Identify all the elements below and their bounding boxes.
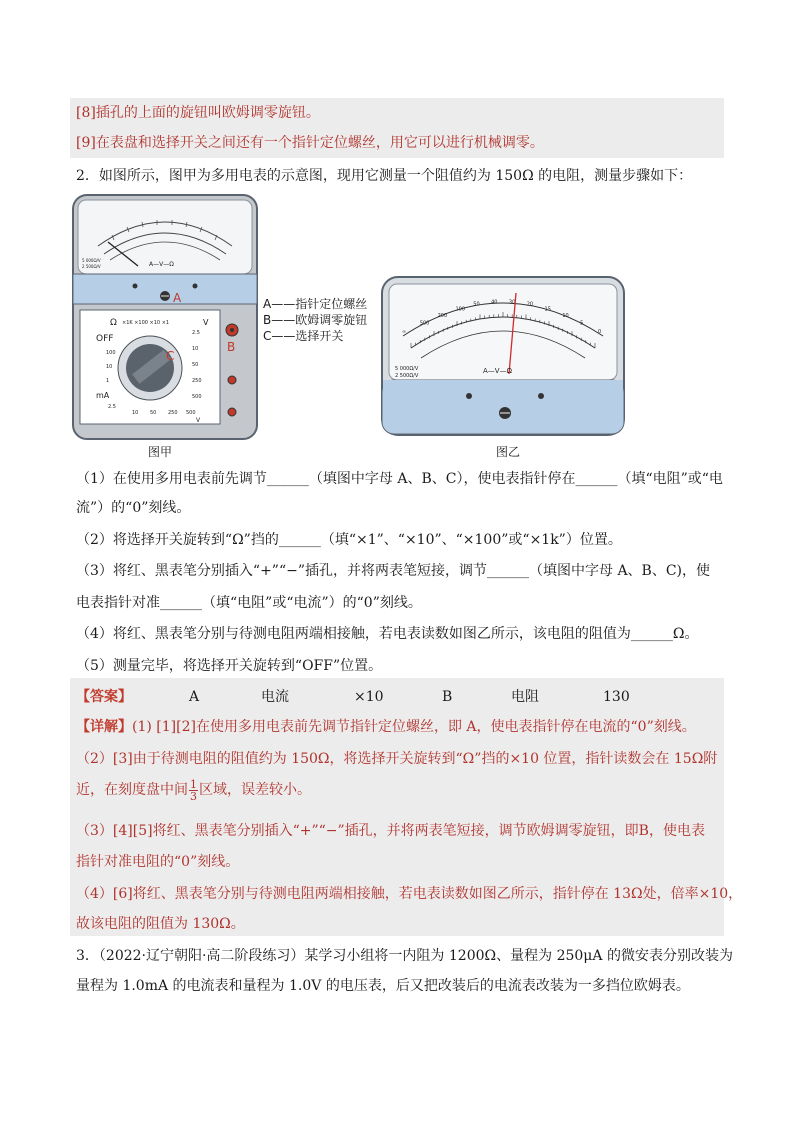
fig-a-right-tick-3: 250 bbox=[192, 378, 202, 384]
fig-a-v-label: V bbox=[203, 318, 209, 327]
fig-b-scale-label-10: 5 bbox=[580, 320, 584, 327]
explanation-line-9: [9]在表盘和选择开关之间还有一个指针定位螺丝，用它可以进行机械调零。 bbox=[76, 135, 544, 151]
question-2-step-5: （5）测量完毕，将选择开关旋转到“OFF”位置。 bbox=[76, 658, 383, 674]
fig-a-label-b: B bbox=[227, 340, 236, 354]
fig-b-scale-label-8: 15 bbox=[544, 306, 551, 313]
fig-a-ohm-label: Ω bbox=[110, 318, 117, 328]
question-2-step-3b: 电表指针对准______（填“电阻”或“电流”）的“0”刻线。 bbox=[76, 595, 422, 611]
explanation-line-8: [8]插孔的上面的旋钮叫欧姆调零旋钮。 bbox=[76, 105, 320, 121]
fig-b-scale-label-2: 200 bbox=[437, 312, 448, 319]
fig-a-spec-2: 2 500Ω/V bbox=[82, 264, 101, 269]
question-2-step-1b: 流”）的“0”刻线。 bbox=[76, 500, 191, 516]
fig-b-scale-label-1: 500 bbox=[419, 320, 430, 327]
answer-5: 电阻 bbox=[511, 689, 539, 705]
question-2-step-2: （2）将选择开关旋转到“Ω”挡的______（填“×1”、“×10”、“×100”或“×1k”）位置。 bbox=[76, 532, 622, 548]
legend-b: B——欧姆调零旋钮 bbox=[263, 313, 368, 327]
fig-b-scale-label-0: ∞ bbox=[402, 329, 407, 335]
question-2-step-3a: （3）将红、黑表笔分别插入“+”“−”插孔，并将两表笔短接，调节______（填图中字母 A、B、C)，使 bbox=[76, 563, 711, 579]
fig-a-right-tick-2: 50 bbox=[192, 362, 199, 368]
fig-b-spec-2: 2 500Ω/V bbox=[395, 373, 419, 379]
fig-a-v-bottom: V bbox=[196, 417, 201, 424]
fig-b-scale-label-11: 0 bbox=[598, 329, 602, 335]
question-3-line-1: 3．（2022·辽宁朝阳·高二阶段练习）某学习小组将一内阻为 1200Ω、量程为 250μA 的微安表分别改装为 bbox=[76, 948, 733, 964]
fig-a-bottom-tick-2: 250 bbox=[168, 410, 178, 416]
fig-a-left-tick-2: 1 bbox=[106, 378, 110, 384]
answer-6: 130 bbox=[603, 689, 630, 705]
detail-line-3a: （3）[4][5]将红、黑表笔分别插入“+”“−”插孔，并将两表笔短接，调节欧姆调零旋钮，即B，使电表 bbox=[76, 823, 705, 839]
fig-a-bottom-tick-3: 500 bbox=[186, 410, 196, 416]
fig-a-label-a: A bbox=[173, 291, 182, 305]
figure-a-multimeter bbox=[72, 194, 258, 440]
fig-a-left-tick-1: 10 bbox=[106, 364, 113, 370]
detail-line-4b: 故该电阻的阻值为 130Ω。 bbox=[76, 916, 245, 932]
fig-a-label-c: C bbox=[166, 349, 175, 363]
detail-label: 【详解】 bbox=[76, 719, 132, 735]
figure-b-meter-face bbox=[381, 276, 625, 436]
fig-a-ohm-ticks: ×1K ×100 ×10 ×1 bbox=[122, 320, 170, 326]
detail-line-1: 【详解】(1) [1][2]在使用多用电表前先调节指针定位螺丝，即 A，使电表指针停在电流的“0”刻线。 bbox=[76, 719, 696, 735]
figure-b-caption: 图乙 bbox=[496, 445, 521, 459]
question-2-step-4: （4）将红、黑表笔分别与待测电阻两端相接触，若电表读数如图乙所示，该电阻的阻值为______Ω。 bbox=[76, 626, 699, 642]
question-3-line-2: 量程为 1.0mA 的电流表和量程为 1.0V 的电压表，后又把改装后的电流表改装为一多挡位欧姆表。 bbox=[76, 978, 690, 994]
fig-a-left-tick-0: 100 bbox=[106, 350, 116, 356]
answer-4: B bbox=[442, 689, 453, 705]
fig-a-right-tick-4: 500 bbox=[192, 394, 202, 400]
answer-2: 电流 bbox=[261, 689, 289, 705]
fig-a-avo-label: A—V—Ω bbox=[149, 261, 174, 268]
fig-a-right-tick-0: 2.5 bbox=[192, 330, 200, 336]
answer-1: A bbox=[189, 689, 200, 705]
fig-b-scale-label-3: 100 bbox=[455, 306, 466, 313]
detail-line-4a: （4）[6]将红、黑表笔分别与待测电阻两端相接触，若电表读数如图乙所示，指针停在 13Ω处，倍率×10， bbox=[76, 886, 743, 902]
question-2-step-1a: （1）在使用多用电表前先调节______（填图中字母 A、B、C），使电表指针停在______（填“电阻”或“电 bbox=[76, 471, 723, 487]
fig-a-bottom-tick-0: 10 bbox=[132, 410, 139, 416]
answer-row bbox=[76, 687, 716, 707]
fig-a-off-label: OFF bbox=[96, 334, 114, 344]
fig-b-scale-label-4: 50 bbox=[473, 301, 480, 308]
fig-a-left-tick-3: 2.5 bbox=[108, 404, 116, 410]
fig-b-scale-label-7: 20 bbox=[526, 301, 534, 308]
legend-c: C——选择开关 bbox=[263, 329, 344, 343]
fraction-one-third: $\frac{1}{3}$ bbox=[190, 777, 197, 803]
fig-b-avo-label: A—V—Ω bbox=[483, 367, 512, 375]
answer-3: ×10 bbox=[354, 689, 384, 705]
detail-line-2b: 近，在刻度盘中间 $\frac{1}{3}$ 区域，误差较小。 bbox=[76, 777, 311, 803]
legend-a: A——指针定位螺丝 bbox=[263, 297, 368, 311]
fig-b-scale-label-6: 30 bbox=[508, 299, 516, 306]
fig-b-spec-1: 5 000Ω/V bbox=[395, 366, 419, 372]
fig-a-ma-label: mA bbox=[96, 391, 110, 400]
fig-a-right-tick-1: 10 bbox=[192, 346, 199, 352]
fig-a-spec-1: 5 000Ω/V bbox=[82, 258, 101, 263]
detail-line-3b: 指针对准电阻的“0”刻线。 bbox=[76, 854, 240, 870]
detail-line-2a: （2）[3]由于待测电阻的阻值约为 150Ω，将选择开关旋转到“Ω”挡的×10 位置，指针读数会在 15Ω附 bbox=[76, 751, 718, 767]
figure-a-caption: 图甲 bbox=[148, 445, 173, 459]
answer-label: 【答案】 bbox=[76, 689, 132, 705]
fig-b-scale-label-9: 10 bbox=[562, 312, 569, 319]
fig-a-bottom-tick-1: 50 bbox=[150, 410, 157, 416]
question-2-stem: 2．如图所示，图甲为多用电表的示意图，现用它测量一个阻值约为 150Ω 的电阻，测量步骤如下： bbox=[76, 168, 693, 184]
fig-b-scale-label-5: 40 bbox=[491, 299, 498, 306]
